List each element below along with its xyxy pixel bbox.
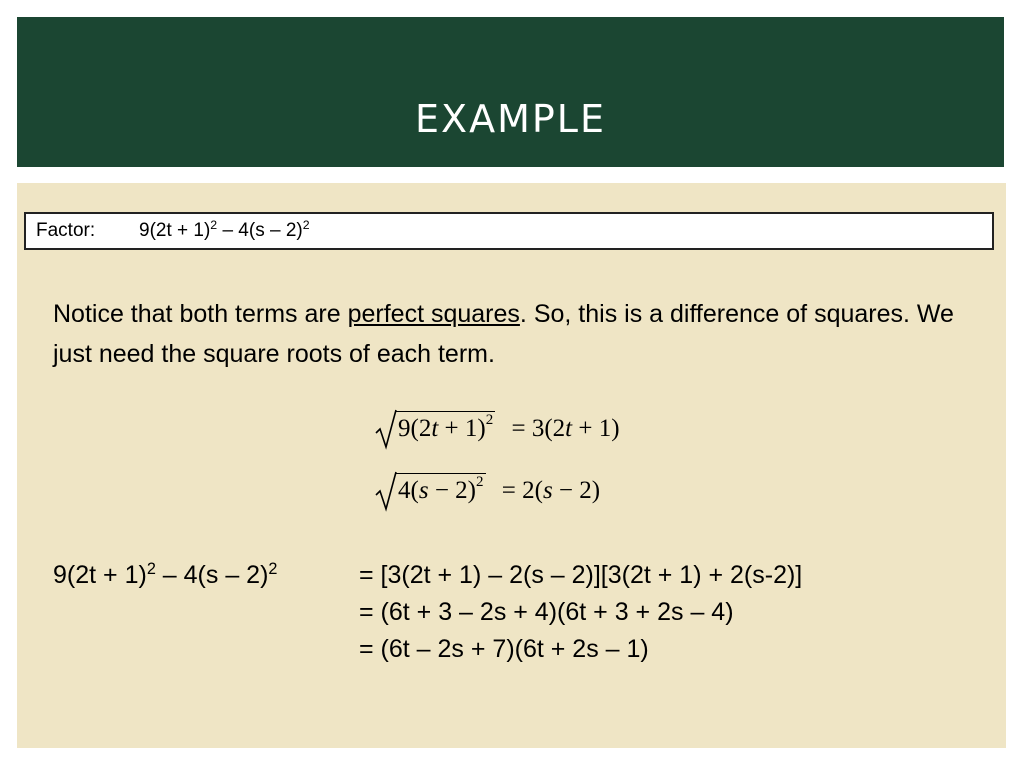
root-result-2-part-b: − 2) [552, 477, 601, 504]
root-result-1-part-a: = 3(2 [511, 415, 566, 442]
problem-exponent-1: 2 [210, 218, 218, 233]
root-result-1 [511, 415, 619, 442]
radicand-1-part-a: 9(2 [398, 415, 432, 442]
radical-sign-icon [375, 469, 397, 513]
notice-paragraph [53, 294, 983, 374]
root-equation-1 [375, 411, 620, 446]
root-result-2-variable: s [542, 477, 553, 504]
radicand-1-variable: t [431, 415, 439, 442]
work-step-1: = [3(2t + 1) – 2(s – 2)][3(2t + 1) + 2(s-2)] [359, 561, 803, 589]
radical-sign-icon [375, 407, 397, 451]
notice-text-before: Notice that both terms are [53, 300, 348, 328]
root-result-2-part-a: = 2( [501, 477, 543, 504]
square-root-1 [375, 411, 495, 446]
square-root-2 [375, 473, 486, 508]
problem-exponent-2: 2 [302, 218, 310, 233]
work-exponent-2: 2 [268, 560, 278, 579]
radicand-1-part-b: + 1) [438, 415, 486, 442]
radicand-2-exponent: 2 [476, 474, 484, 490]
notice-text-after: . So, this is a difference of squares. We just need the square roots of each term. [53, 300, 954, 368]
work-term-1: 9(2t + 1) [53, 561, 147, 589]
root-equation-2 [375, 473, 600, 508]
radicand-2-part-b: − 2) [428, 477, 476, 504]
root-result-2 [502, 477, 600, 504]
problem-label: Factor: [36, 220, 96, 241]
problem-term-2: – 4(s – 2) [217, 220, 303, 241]
work-term-2: – 4(s – 2) [155, 561, 269, 589]
work-step-2: = (6t + 3 – 2s + 4)(6t + 3 + 2s – 4) [359, 598, 734, 626]
root-result-1-part-b: + 1) [572, 415, 620, 442]
notice-underlined-term: perfect squares [347, 300, 520, 328]
radicand-2-variable: s [418, 477, 429, 504]
work-exponent-1: 2 [146, 560, 156, 579]
root-result-1-variable: t [565, 415, 573, 442]
radicand-2 [395, 473, 486, 508]
content-area [17, 183, 1006, 748]
problem-term-1: 9(2t + 1) [139, 220, 211, 241]
work-expression [53, 557, 277, 594]
slide-title: EXAMPLE [415, 97, 606, 141]
radicand-1-exponent: 2 [485, 412, 494, 428]
problem-box [24, 212, 994, 250]
work-step-3: = (6t – 2s + 7)(6t + 2s – 1) [359, 635, 649, 663]
radicand-2-part-a: 4( [398, 477, 419, 504]
title-bar [17, 17, 1004, 167]
radicand-1 [395, 411, 495, 446]
